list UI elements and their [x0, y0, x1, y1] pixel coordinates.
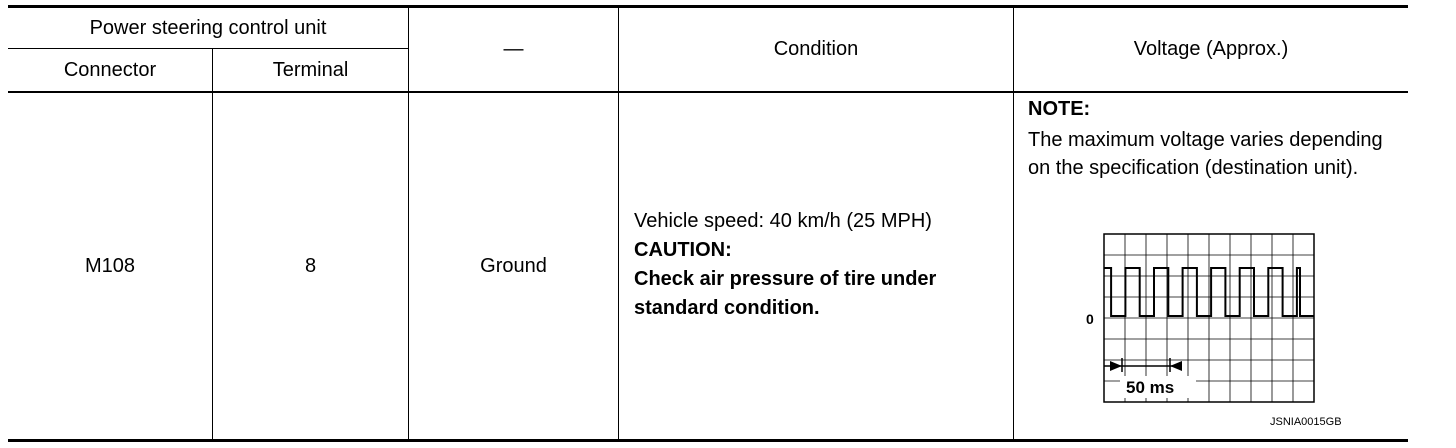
ground-value: Ground [480, 254, 547, 277]
note-title: NOTE: [1028, 98, 1091, 120]
header-terminal: Terminal [272, 58, 349, 81]
table-bottom-border [8, 439, 1408, 442]
condition-block [634, 207, 1004, 323]
figure-id: JSNIA0015GB [1270, 416, 1342, 428]
header-dash: — [503, 38, 524, 60]
connector-value: M108 [84, 254, 136, 277]
header-voltage: Voltage (Approx.) [1133, 38, 1289, 60]
terminal-value: 8 [304, 254, 317, 277]
voltage-waveform-graph [1080, 232, 1320, 408]
header-power-steering-unit: Power steering control unit [89, 16, 327, 39]
header-connector: Connector [63, 58, 157, 81]
note-text: The maximum voltage varies depending on the specification (destination unit). [1028, 129, 1383, 179]
condition-text: Vehicle speed: 40 km/h (25 MPH) [634, 210, 932, 232]
zero-level-label: 0 [1086, 311, 1094, 327]
time-scale-label: 50 ms [1126, 378, 1175, 397]
caution-title: CAUTION: [634, 239, 732, 261]
caution-text: Check air pressure of tire under standard condition. [634, 268, 937, 319]
header-condition: Condition [773, 38, 859, 60]
